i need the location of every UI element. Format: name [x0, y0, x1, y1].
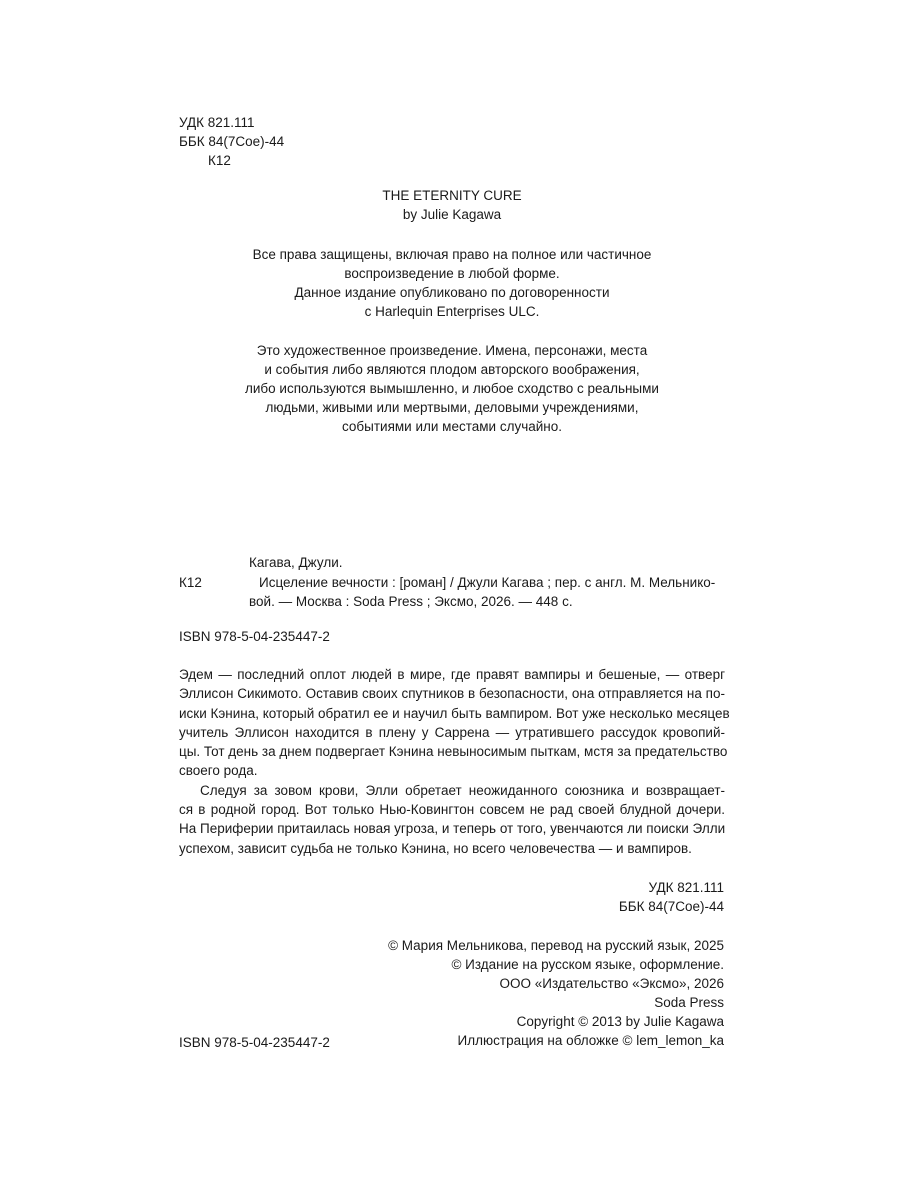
- isbn: ISBN 978-5-04-235447-2: [179, 629, 330, 644]
- rights-line: Все права защищены, включая право на полное или частичное: [252, 247, 652, 262]
- top-classification-codes: [179, 113, 284, 170]
- bbk-code: ББК 84(7Сое)-44: [618, 899, 724, 914]
- original-title-block: [0, 186, 900, 224]
- original-title: THE ETERNITY CURE: [382, 188, 522, 203]
- copyright-block: [388, 936, 724, 1050]
- annotation-line: иски Кэнина, который обратил ее и научил быть вампиром. Вот уже несколько месяцев: [179, 705, 730, 721]
- isbn-bottom: ISBN 978-5-04-235447-2: [179, 1035, 330, 1050]
- bottom-classification-codes: [619, 878, 724, 916]
- rights-line: Данное издание опубликовано по договоренности: [294, 285, 610, 300]
- annotation-line: успехом, зависит судьба не только Кэнина, но всего человечества — и вампиров.: [179, 840, 692, 856]
- annotation-line: На Периферии притаилась новая угроза, и теперь от того, увенчаются ли поиски Элли: [179, 821, 726, 837]
- bbk-code: ББК 84(7Сое)-44: [179, 134, 285, 149]
- disclaimer-line: либо используются вымышленно, и любое сходство с реальными: [245, 381, 659, 396]
- bib-code: К12: [179, 575, 202, 590]
- annotation-line: ся в родной город. Вот только Нью-Ковингтон совсем не рад своей блудной дочери.: [179, 802, 725, 818]
- author-mark: К12: [208, 153, 231, 168]
- fiction-disclaimer: [0, 341, 900, 436]
- annotation-line: цы. Тот день за днем подвергает Кэнина невыносимым пыткам, мстя за предательство: [179, 744, 728, 760]
- annotation-line: Следуя за зовом крови, Элли обретает неожиданного союзника и возвращает-: [200, 782, 725, 798]
- copyright-line: Soda Press: [654, 995, 724, 1010]
- annotation-line: Эдем — последний оплот людей в мире, где правят вампиры и бешеные, — отверг: [179, 667, 725, 682]
- annotation-line: учитель Эллисон находится в плену у Саррена — утратившего рассудок кровопий-: [179, 724, 725, 740]
- disclaimer-line: и события либо являются плодом авторского воображения,: [264, 362, 640, 377]
- udk-code: УДК 821.111: [179, 115, 255, 130]
- annotation: [179, 665, 730, 858]
- disclaimer-line: событиями или местами случайно.: [342, 419, 562, 434]
- bib-description-line: вой. — Москва : Soda Press ; Эксмо, 2026. — 448 с.: [249, 594, 573, 609]
- disclaimer-line: Это художественное произведение. Имена, персонажи, места: [256, 343, 648, 358]
- copyright-line: ООО «Издательство «Эксмо», 2026: [499, 976, 724, 991]
- original-author: by Julie Kagawa: [402, 207, 502, 222]
- copyright-line: © Мария Мельникова, перевод на русский язык, 2025: [388, 938, 724, 953]
- bib-description-line: Исцеление вечности : [роман] / Джули Кагава ; пер. с англ. М. Мельнико-: [259, 575, 716, 590]
- copyright-line: Иллюстрация на обложке © lem_lemon_ka: [457, 1033, 724, 1048]
- rights-line: воспроизведение в любой форме.: [344, 266, 560, 281]
- udk-code: УДК 821.111: [648, 880, 724, 895]
- copyright-line: © Издание на русском языке, оформление.: [451, 957, 724, 972]
- annotation-line: Эллисон Сикимото. Оставив своих спутников в безопасности, она отправляется на по-: [179, 686, 725, 702]
- disclaimer-line: людьми, живыми или мертвыми, деловыми учреждениями,: [265, 400, 639, 415]
- rights-line: с Harlequin Enterprises ULC.: [364, 304, 540, 319]
- annotation-line: своего рода.: [179, 763, 258, 779]
- copyright-line: Copyright © 2013 by Julie Kagawa: [516, 1014, 724, 1029]
- bib-author-heading: Кагава, Джули.: [249, 555, 343, 570]
- rights-notice: [0, 245, 900, 321]
